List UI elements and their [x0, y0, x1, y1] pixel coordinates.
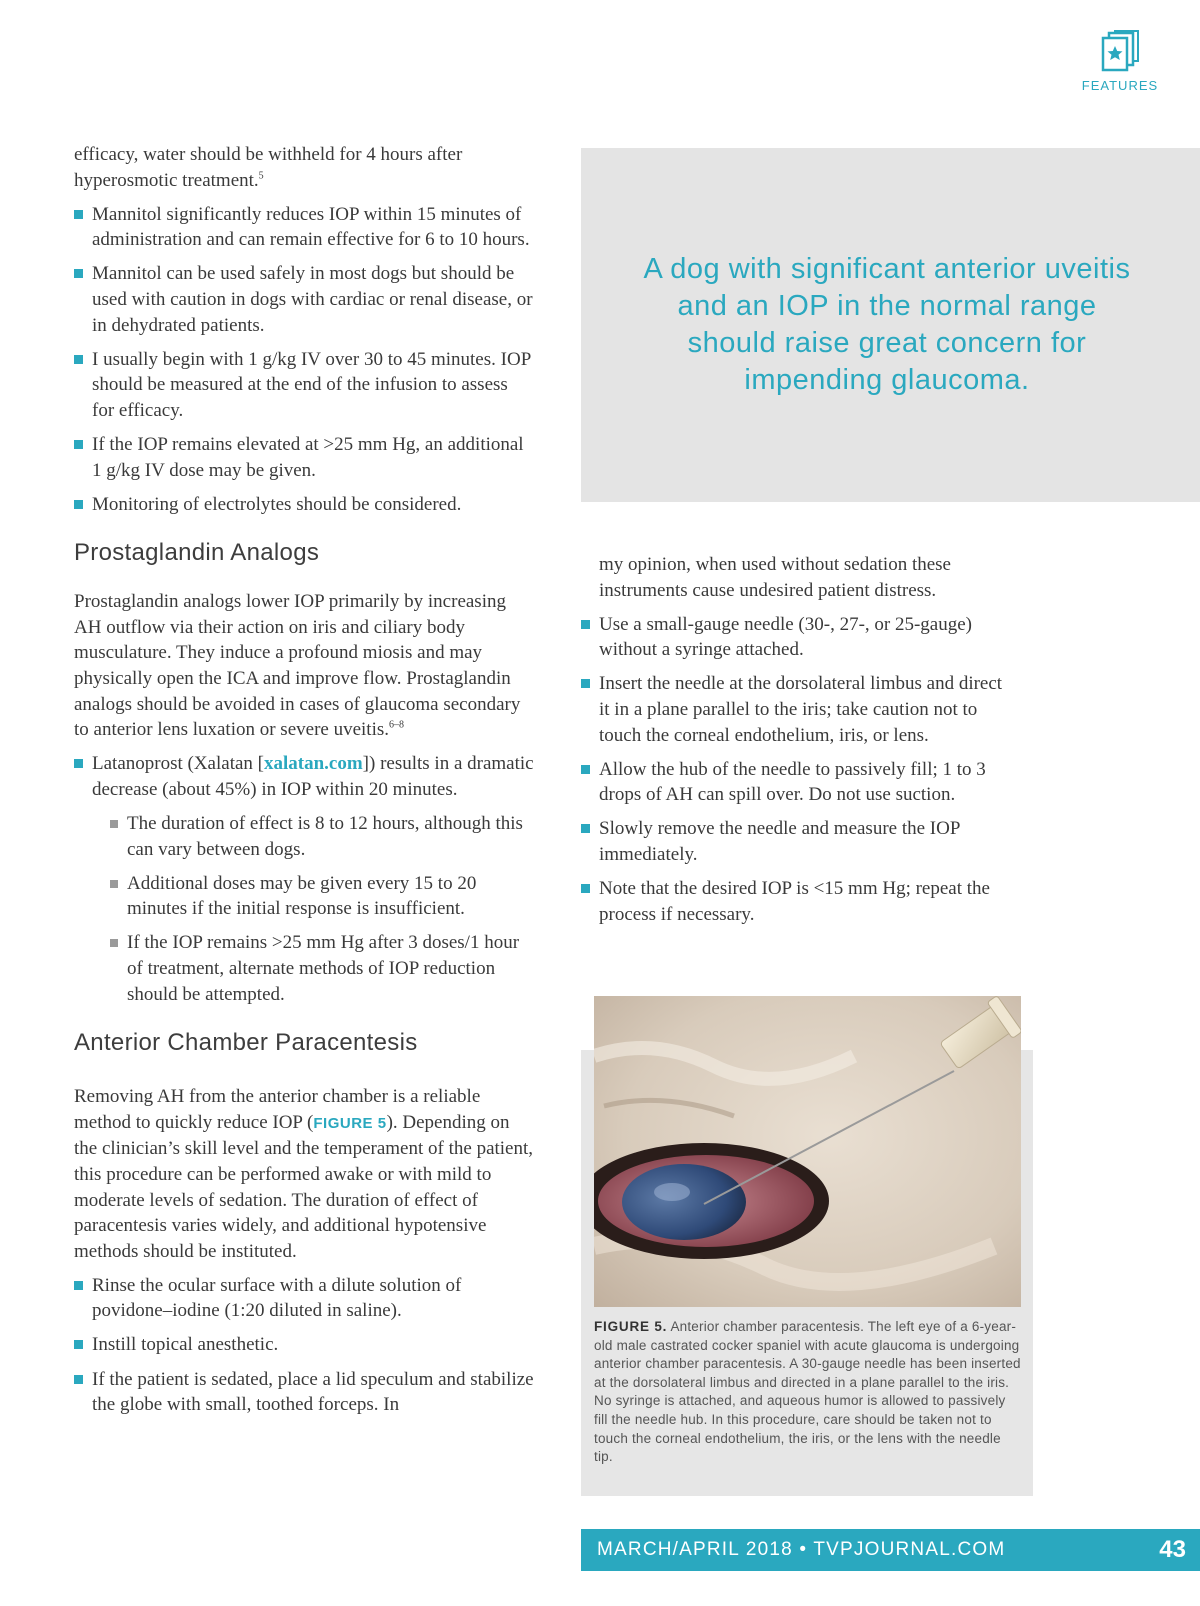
list-item: Insert the needle at the dorsolateral limbus and direct it in a plane parallel to the iris; take caution not to touch the corneal endothelium, iris, or lens. [581, 671, 1011, 748]
mannitol-list [74, 202, 534, 518]
list-item [74, 751, 534, 802]
left-column [74, 142, 534, 1418]
journal-footer-text: MARCH/APRIL 2018 • TVPJOURNAL.COM [597, 1539, 1006, 1560]
latanoprost-text-pre: Latanoprost (Xalatan [ [92, 753, 264, 775]
figure-label: FIGURE 5. [594, 1319, 668, 1334]
latanoprost-text-post: ]) results in a dramatic decrease (about 45%) in IOP within 20 minutes. [92, 753, 534, 800]
list-item: If the patient is sedated, place a lid speculum and stabilize the globe with small, toothed forceps. In [74, 1367, 534, 1418]
continued-paragraph: my opinion, when used without sedation these instruments cause undesired patient distress. [599, 554, 951, 601]
list-item: Mannitol significantly reduces IOP within 15 minutes of administration and can remain effective for 6 to 10 hours. [74, 202, 534, 253]
sub-list-item: Additional doses may be given every 15 to 20 minutes if the initial response is insufficient. [110, 871, 534, 922]
paracentesis-text-pre: Removing AH from the anterior chamber is a reliable method to quickly reduce IOP ( [74, 1086, 481, 1133]
pull-quote-box [581, 148, 1200, 502]
page-footer [581, 1529, 1200, 1571]
intro-text: efficacy, water should be withheld for 4 hours after hyperosmotic treatment. [74, 144, 463, 191]
list-item: I usually begin with 1 g/kg IV over 30 to 45 minutes. IOP should be measured at the end of the infusion to assess for efficacy. [74, 347, 534, 424]
figure-caption-text: Anterior chamber paracentesis. The left eye of a 6-year-old male castrated cocker spaniel with acute glaucoma is undergoing anterior chamber paracentesis. A 30-gauge needle has been inserted at the dorsolateral limbus and directed in a plane parallel to the iris. No syringe is attached, and aqueous humor is allowed to passively fill the needle hub. In this procedure, care should be taken not to touch the corneal endothelium, the iris, or the lens with the needle tip. [594, 1319, 1021, 1465]
page-number: 43 [1159, 1536, 1186, 1563]
prostaglandin-ref: 6–8 [389, 719, 404, 731]
latanoprost-sub-list [74, 811, 534, 1007]
list-item: Slowly remove the needle and measure the IOP immediately. [581, 816, 1011, 867]
list-item: Allow the hub of the needle to passively fill; 1 to 3 drops of AH can spill over. Do not use suction. [581, 757, 1011, 808]
prostaglandin-text: Prostaglandin analogs lower IOP primarily by increasing AH outflow via their action on iris and ciliary body musculature. They induce a profound miosis and may physically open the ICA and improve flow. Prostaglandin analogs should be avoided in cases of glaucoma secondary to anterior lens luxation or severe uveitis. [74, 591, 521, 741]
latanoprost-list [74, 751, 534, 802]
list-item: Mannitol can be used safely in most dogs but should be used with caution in dogs with cardiac or renal disease, or in dehydrated patients. [74, 261, 534, 338]
sub-list-item: The duration of effect is 8 to 12 hours, although this can vary between dogs. [110, 811, 534, 862]
book-star-icon [1100, 30, 1140, 74]
intro-ref: 5 [258, 170, 264, 182]
list-item: Monitoring of electrolytes should be considered. [74, 492, 534, 518]
paracentesis-paragraph [74, 1084, 534, 1264]
prostaglandin-paragraph [74, 589, 534, 743]
paracentesis-list [74, 1273, 534, 1418]
sub-list-item: If the IOP remains >25 mm Hg after 3 doses/1 hour of treatment, alternate methods of IOP reduction should be attempted. [110, 930, 534, 1007]
paracentesis-steps-list [581, 612, 1011, 928]
paracentesis-heading: Anterior Chamber Paracentesis [74, 1029, 418, 1057]
right-column [581, 552, 1011, 927]
paracentesis-text-post: ). Depending on the clinician’s skill level and the temperament of the patient, this procedure can be performed awake or with mild to moderate levels of sedation. The duration of effect of paracentesis varies widely, and additional hypotensive methods should be instituted. [74, 1111, 534, 1262]
section-label: FEATURES [1081, 78, 1159, 93]
list-item: If the IOP remains elevated at >25 mm Hg, an additional 1 g/kg IV dose may be given. [74, 432, 534, 483]
list-item: Rinse the ocular surface with a dilute solution of povidone–iodine (1:20 diluted in saline). [74, 1273, 534, 1324]
figure-5-photo [594, 996, 1021, 1307]
section-header [1060, 30, 1180, 93]
figure-5-caption [594, 1318, 1021, 1467]
prostaglandin-heading: Prostaglandin Analogs [74, 539, 320, 567]
pull-quote-text: A dog with significant anterior uveitis and an IOP in the normal range should raise great concern for impending glaucoma. [643, 253, 1131, 396]
figure-5-reference[interactable]: FIGURE 5 [313, 1114, 387, 1132]
list-item: Note that the desired IOP is <15 mm Hg; repeat the process if necessary. [581, 876, 1011, 927]
intro-paragraph [74, 142, 534, 193]
eye-paracentesis-illustration [594, 996, 1021, 1307]
xalatan-link[interactable]: xalatan.com [263, 753, 363, 775]
list-item: Instill topical anesthetic. [74, 1332, 534, 1358]
list-item: Use a small-gauge needle (30-, 27-, or 25-gauge) without a syringe attached. [581, 612, 1011, 663]
